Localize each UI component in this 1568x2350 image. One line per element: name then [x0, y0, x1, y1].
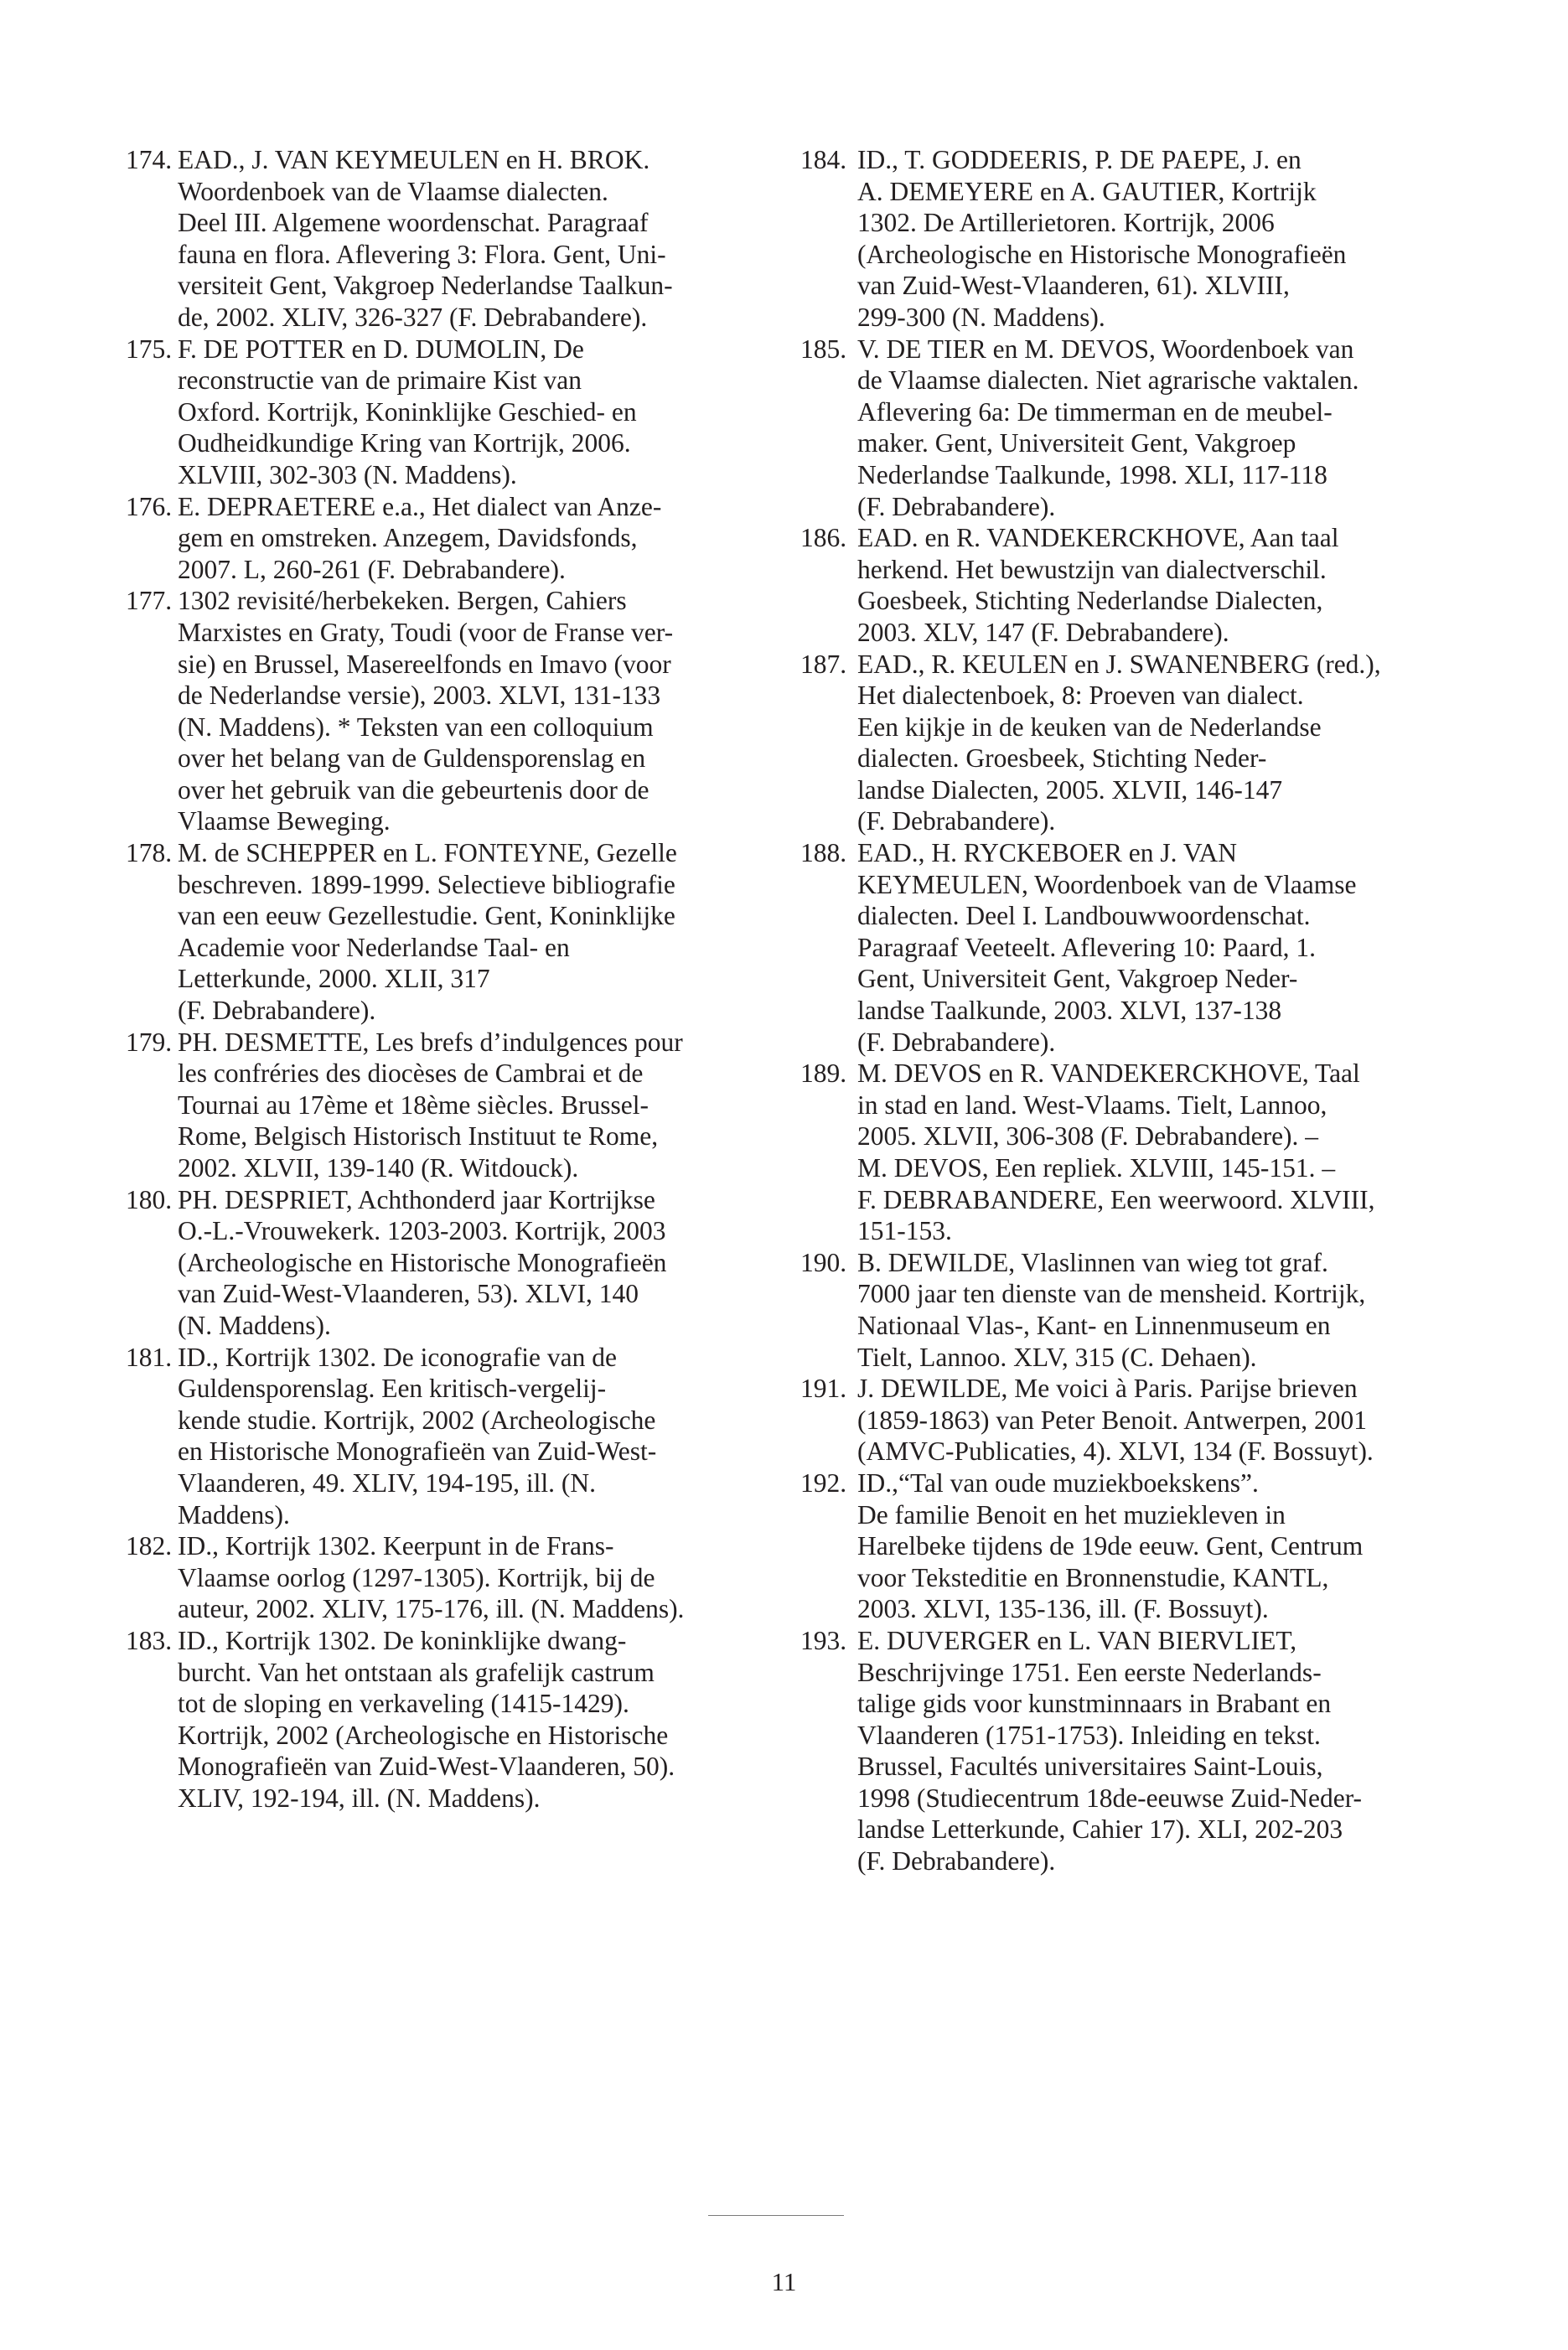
entry-number: 190. — [800, 1247, 847, 1277]
entry-line: Vlaanderen (1751-1753). Inleiding en tekst. — [857, 1720, 1321, 1750]
entry-line: (1859-1863) van Peter Benoit. Antwerpen, 2001 — [857, 1405, 1368, 1435]
entry-line: de Nederlandse versie), 2003. XLVI, 131-133 — [178, 681, 661, 711]
entry-line: Oudheidkundige Kring van Kortrijk, 2006. — [178, 428, 631, 458]
bibliography-entry — [126, 491, 746, 586]
bibliography-entry — [126, 1184, 746, 1342]
entry-number: 176. — [126, 491, 173, 521]
entry-line: M. DEVOS, Een repliek. XLVIII, 145-151. – — [857, 1153, 1336, 1183]
entry-text — [857, 649, 1471, 838]
entry-line: Nationaal Vlas-, Kant- en Linnenmuseum en — [857, 1310, 1331, 1340]
entry-line: Vlaanderen, 49. XLIV, 194-195, ill. (N. — [178, 1467, 596, 1498]
bibliography-entry — [126, 585, 746, 837]
entry-line: en Historische Monografieën van Zuid-West- — [178, 1436, 657, 1467]
entry-number: 185. — [800, 334, 847, 364]
entry-line: ID., Kortrijk 1302. Keerpunt in de Frans- — [178, 1531, 614, 1561]
entry-line: 2002. XLVII, 139-140 (R. Witdouck). — [178, 1153, 579, 1183]
bibliography-entry — [800, 1467, 1471, 1625]
bibliography-entry — [126, 334, 746, 491]
entry-line: Letterkunde, 2000. XLII, 317 — [178, 964, 490, 994]
entry-line: 151-153. — [857, 1216, 952, 1246]
bibliography-entry — [800, 1625, 1471, 1877]
entry-number: 175. — [126, 334, 173, 364]
entry-text — [178, 1342, 746, 1531]
entry-text — [178, 144, 746, 334]
entry-line: Tielt, Lannoo. XLV, 315 (C. Dehaen). — [857, 1342, 1257, 1372]
entry-line: ID., Kortrijk 1302. De koninklijke dwang- — [178, 1625, 627, 1655]
entry-line: versiteit Gent, Vakgroep Nederlandse Taalkun- — [178, 271, 673, 301]
entry-line: beschreven. 1899-1999. Selectieve bibliografie — [178, 869, 675, 899]
entry-line: fauna en flora. Aflevering 3: Flora. Gent, Uni- — [178, 239, 666, 269]
entry-line: Het dialectenboek, 8: Proeven van dialect. — [857, 681, 1304, 711]
entry-line: Kortrijk, 2002 (Archeologische en Historische — [178, 1720, 669, 1750]
entry-line: les confréries des diocèses de Cambrai et de — [178, 1059, 644, 1089]
bibliography-entry — [126, 837, 746, 1027]
entry-line: 299-300 (N. Maddens). — [857, 302, 1105, 332]
entry-line: (Archeologische en Historische Monografieën — [857, 239, 1347, 269]
entry-line: Harelbeke tijdens de 19de eeuw. Gent, Centrum — [857, 1531, 1364, 1561]
entry-line: tot de sloping en verkaveling (1415-1429). — [178, 1689, 629, 1719]
entry-line: talige gids voor kunstminnaars in Brabant en — [857, 1689, 1332, 1719]
entry-number: 193. — [800, 1625, 847, 1655]
entry-text — [178, 334, 746, 491]
entry-line: landse Dialecten, 2005. XLVII, 146-147 — [857, 774, 1283, 805]
entry-line: van een eeuw Gezellestudie. Gent, Koninklijke — [178, 901, 675, 931]
bibliography-entry — [800, 649, 1471, 838]
entry-text — [857, 1467, 1471, 1625]
entry-text — [857, 1058, 1471, 1247]
entry-line: (Archeologische en Historische Monografieën — [178, 1247, 667, 1277]
entry-line: de, 2002. XLIV, 326-327 (F. Debrabandere). — [178, 302, 648, 332]
entry-number: 187. — [800, 649, 847, 679]
entry-line: Rome, Belgisch Historisch Instituut te Rome, — [178, 1121, 659, 1152]
entry-line: M. de SCHEPPER en L. FONTEYNE, Gezelle — [178, 838, 677, 868]
bibliography-entry — [800, 837, 1471, 1058]
entry-line: dialecten. Groesbeek, Stichting Neder- — [857, 743, 1267, 774]
entry-line: Vlaamse oorlog (1297-1305). Kortrijk, bij de — [178, 1562, 655, 1592]
entry-text — [857, 144, 1471, 334]
entry-line: Aflevering 6a: De timmerman en de meubel- — [857, 396, 1333, 427]
entry-line: landse Taalkunde, 2003. XLVI, 137-138 — [857, 996, 1282, 1026]
entry-line: 1998 (Studiecentrum 18de-eeuwse Zuid-Neder- — [857, 1783, 1363, 1813]
entry-line: Oxford. Kortrijk, Koninklijke Geschied- en — [178, 396, 637, 427]
entry-line: in stad en land. West-Vlaams. Tielt, Lannoo, — [857, 1090, 1327, 1120]
entry-line: over het gebruik van die gebeurtenis door de — [178, 774, 649, 805]
entry-number: 186. — [800, 523, 847, 553]
bibliography-entry — [800, 1058, 1471, 1247]
entry-line: ID., Kortrijk 1302. De iconografie van de — [178, 1342, 617, 1372]
entry-line: Marxistes en Graty, Toudi (voor de Franse ver- — [178, 617, 674, 647]
entry-number: 174. — [126, 145, 173, 174]
entry-number: 189. — [800, 1059, 847, 1089]
entry-line: B. DEWILDE, Vlaslinnen van wieg tot graf. — [857, 1247, 1328, 1277]
entry-line: ID.,“Tal van oude muziekboekskens”. — [857, 1467, 1259, 1498]
entry-line: over het belang van de Guldensporenslag en — [178, 743, 646, 774]
entry-line: Nederlandse Taalkunde, 1998. XLI, 117-118 — [857, 459, 1327, 489]
entry-line: van Zuid-West-Vlaanderen, 53). XLVI, 140 — [178, 1279, 639, 1309]
bibliography-entry — [126, 144, 746, 334]
entry-line: Maddens). — [178, 1499, 290, 1530]
entry-line: Goesbeek, Stichting Nederlandse Dialecten, — [857, 586, 1323, 616]
entry-line: burcht. Van het ontstaan als grafelijk castrum — [178, 1657, 655, 1687]
entry-number: 179. — [126, 1027, 173, 1057]
bibliography-entry — [800, 144, 1471, 334]
entry-line: (N. Maddens). * Teksten van een colloquium — [178, 712, 654, 742]
bibliography-entry — [126, 1530, 746, 1625]
entry-line: EAD., H. RYCKEBOER en J. VAN — [857, 838, 1237, 868]
entry-line: kende studie. Kortrijk, 2002 (Archeologische — [178, 1405, 656, 1435]
entry-line: herkend. Het bewustzijn van dialectverschil. — [857, 554, 1327, 584]
entry-number: 184. — [800, 145, 847, 174]
entry-line: (N. Maddens). — [178, 1310, 331, 1340]
entry-line: Brussel, Facultés universitaires Saint-Louis, — [857, 1752, 1323, 1782]
entry-line: auteur, 2002. XLIV, 175-176, ill. (N. Maddens). — [178, 1594, 685, 1624]
entry-line: (F. Debrabandere). — [857, 806, 1056, 836]
entry-line: PH. DESMETTE, Les brefs d’indulgences pour — [178, 1027, 683, 1057]
entry-text — [178, 1184, 746, 1342]
entry-number: 182. — [126, 1531, 173, 1561]
entry-line: landse Letterkunde, Cahier 17). XLI, 202-203 — [857, 1814, 1343, 1845]
entry-line: E. DEPRAETERE e.a., Het dialect van Anze- — [178, 491, 662, 521]
entry-line: gem en omstreken. Anzegem, Davidsfonds, — [178, 523, 638, 553]
entry-number: 180. — [126, 1184, 173, 1214]
right-column — [800, 144, 1471, 1877]
entry-line: V. DE TIER en M. DEVOS, Woordenboek van — [857, 334, 1354, 364]
entry-line: van Zuid-West-Vlaanderen, 61). XLVIII, — [857, 271, 1290, 301]
footer-rule — [708, 2215, 844, 2216]
entry-text — [857, 334, 1471, 523]
entry-line: Deel III. Algemene woordenschat. Paragraaf — [178, 208, 649, 238]
entry-number: 177. — [126, 586, 173, 616]
entry-line: F. DE POTTER en D. DUMOLIN, De — [178, 334, 584, 364]
entry-line: (F. Debrabandere). — [857, 491, 1056, 521]
entry-number: 181. — [126, 1342, 173, 1372]
entry-line: ID., T. GODDEERIS, P. DE PAEPE, J. en — [857, 145, 1301, 174]
entry-line: 1302 revisité/herbekeken. Bergen, Cahiers — [178, 586, 627, 616]
bibliography-entry — [126, 1625, 746, 1814]
entry-line: Gent, Universiteit Gent, Vakgroep Neder- — [857, 964, 1298, 994]
bibliography-entry — [800, 1373, 1471, 1467]
entry-line: A. DEMEYERE en A. GAUTIER, Kortrijk — [857, 176, 1317, 206]
entry-line: Monografieën van Zuid-West-Vlaanderen, 50). — [178, 1752, 675, 1782]
entry-line: EAD. en R. VANDEKERCKHOVE, Aan taal — [857, 523, 1339, 553]
entry-line: Woordenboek van de Vlaamse dialecten. — [178, 176, 608, 206]
entry-line: E. DUVERGER en L. VAN BIERVLIET, — [857, 1625, 1297, 1655]
entry-line: voor Teksteditie en Bronnenstudie, KANTL, — [857, 1562, 1329, 1592]
entry-line: Beschrijvinge 1751. Een eerste Nederlands- — [857, 1657, 1322, 1687]
entry-line: Vlaamse Beweging. — [178, 806, 391, 836]
entry-line: de Vlaamse dialecten. Niet agrarische vaktalen. — [857, 365, 1359, 396]
entry-line: O.-L.-Vrouwekerk. 1203-2003. Kortrijk, 2003 — [178, 1216, 666, 1246]
entry-text — [857, 1625, 1471, 1877]
bibliography-entry — [126, 1342, 746, 1531]
entry-line: F. DEBRABANDERE, Een weerwoord. XLVIII, — [857, 1184, 1375, 1214]
entry-text — [178, 585, 746, 837]
entry-line: M. DEVOS en R. VANDEKERCKHOVE, Taal — [857, 1059, 1360, 1089]
bibliography-entry — [800, 1247, 1471, 1373]
entry-line: XLVIII, 302-303 (N. Maddens). — [178, 459, 517, 489]
bibliography-entry — [800, 522, 1471, 648]
entry-number: 191. — [800, 1374, 847, 1404]
entry-line: PH. DESPRIET, Achthonderd jaar Kortrijkse — [178, 1184, 655, 1214]
entry-line: dialecten. Deel I. Landbouwwoordenschat. — [857, 901, 1311, 931]
entry-text — [178, 491, 746, 586]
entry-text — [857, 522, 1471, 648]
entry-line: J. DEWILDE, Me voici à Paris. Parijse brieven — [857, 1374, 1358, 1404]
entry-line: 7000 jaar ten dienste van de mensheid. Kortrijk, — [857, 1279, 1366, 1309]
entry-line: Academie voor Nederlandse Taal- en — [178, 932, 570, 962]
entry-text — [178, 1027, 746, 1184]
entry-line: (F. Debrabandere). — [857, 1846, 1056, 1876]
entry-line: reconstructie van de primaire Kist van — [178, 365, 582, 396]
entry-text — [857, 1247, 1471, 1373]
entry-number: 178. — [126, 838, 173, 868]
entry-text — [178, 1530, 746, 1625]
entry-line: (AMVC-Publicaties, 4). XLVI, 134 (F. Bossuyt). — [857, 1436, 1374, 1467]
entry-line: sie) en Brussel, Masereelfonds en Imavo (voor — [178, 649, 671, 679]
entry-line: 2007. L, 260-261 (F. Debrabandere). — [178, 554, 566, 584]
entry-line: 2003. XLVI, 135-136, ill. (F. Bossuyt). — [857, 1594, 1269, 1624]
entry-line: Tournai au 17ème et 18ème siècles. Brussel- — [178, 1090, 649, 1120]
left-column — [126, 144, 746, 1814]
entry-line: Guldensporenslag. Een kritisch-vergelij- — [178, 1374, 607, 1404]
entry-line: XLIV, 192-194, ill. (N. Maddens). — [178, 1783, 541, 1813]
entry-text — [857, 837, 1471, 1058]
entry-line: Een kijkje in de keuken van de Nederlandse — [857, 712, 1322, 742]
entry-line: (F. Debrabandere). — [857, 1027, 1056, 1057]
entry-text — [857, 1373, 1471, 1467]
entry-text — [178, 837, 746, 1027]
entry-line: EAD., J. VAN KEYMEULEN en H. BROK. — [178, 145, 650, 174]
entry-number: 188. — [800, 838, 847, 868]
entry-line: maker. Gent, Universiteit Gent, Vakgroep — [857, 428, 1296, 458]
bibliography-entry — [126, 1027, 746, 1184]
entry-line: Paragraaf Veeteelt. Aflevering 10: Paard, 1. — [857, 932, 1316, 962]
entry-line: KEYMEULEN, Woordenboek van de Vlaamse — [857, 869, 1357, 899]
page-number: 11 — [771, 2267, 797, 2296]
entry-number: 192. — [800, 1467, 847, 1498]
entry-line: 2005. XLVII, 306-308 (F. Debrabandere). – — [857, 1121, 1319, 1152]
entry-line: De familie Benoit en het muziekleven in — [857, 1499, 1286, 1530]
entry-number: 183. — [126, 1625, 173, 1655]
entry-text — [178, 1625, 746, 1814]
entry-line: 2003. XLV, 147 (F. Debrabandere). — [857, 617, 1229, 647]
bibliography-entry — [800, 334, 1471, 523]
entry-line: 1302. De Artillerietoren. Kortrijk, 2006 — [857, 208, 1275, 238]
entry-line: EAD., R. KEULEN en J. SWANENBERG (red.), — [857, 649, 1381, 679]
entry-line: (F. Debrabandere). — [178, 996, 376, 1026]
